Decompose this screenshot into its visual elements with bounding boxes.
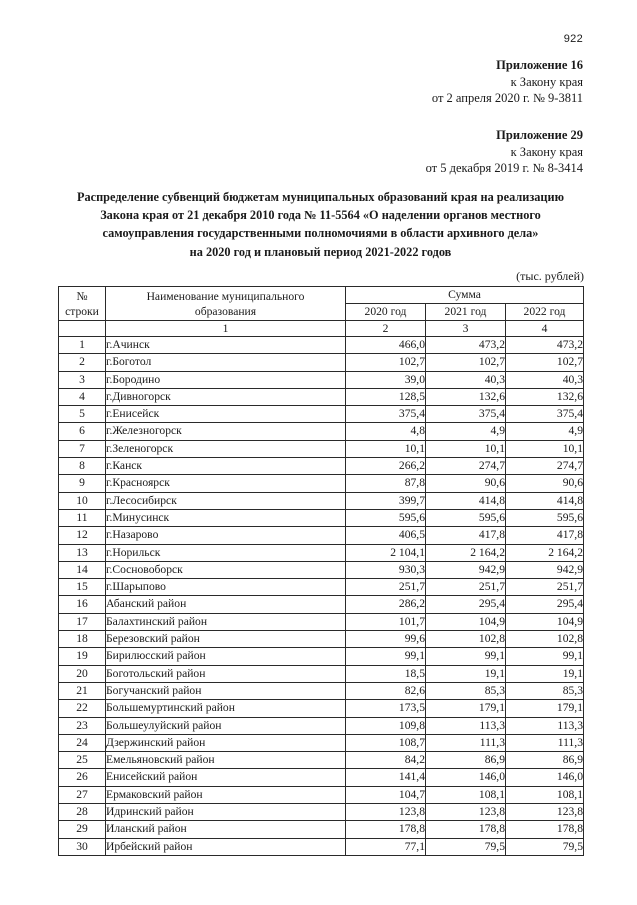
amount-2022: 104,9 (506, 613, 584, 630)
municipality-name: Березовский район (106, 631, 346, 648)
table-row (59, 804, 584, 821)
municipality-name: Богучанский район (106, 682, 346, 699)
amount-2022: 251,7 (506, 579, 584, 596)
amount-2021: 2 164,2 (426, 544, 506, 561)
amount-2021: 123,8 (426, 804, 506, 821)
row-number: 12 (59, 527, 106, 544)
column-index-1: 1 (106, 321, 346, 337)
municipality-name: г.Ачинск (106, 337, 346, 354)
table-row (59, 752, 584, 769)
table-row (59, 371, 584, 388)
amount-2022: 102,7 (506, 354, 584, 371)
table-row (59, 423, 584, 440)
table-row (59, 631, 584, 648)
appendix-first-title: Приложение 16 (496, 58, 583, 72)
amount-2020: 406,5 (346, 527, 426, 544)
municipality-name: Балахтинский район (106, 613, 346, 630)
amount-2021: 417,8 (426, 527, 506, 544)
amount-2022: 90,6 (506, 475, 584, 492)
table-row (59, 440, 584, 457)
amount-2021: 111,3 (426, 734, 506, 751)
amount-2022: 102,8 (506, 631, 584, 648)
row-number: 1 (59, 337, 106, 354)
row-number: 5 (59, 406, 106, 423)
amount-2020: 595,6 (346, 509, 426, 526)
table-row (59, 492, 584, 509)
municipality-name: Идринский район (106, 804, 346, 821)
appendix-second-title: Приложение 29 (496, 128, 583, 142)
table-row (59, 406, 584, 423)
amount-2021: 113,3 (426, 717, 506, 734)
row-number: 19 (59, 648, 106, 665)
row-number: 16 (59, 596, 106, 613)
table-head (59, 287, 584, 337)
column-index-2: 2 (346, 321, 426, 337)
table-row (59, 682, 584, 699)
municipality-name: Бирилюсский район (106, 648, 346, 665)
row-number: 26 (59, 769, 106, 786)
amount-2020: 266,2 (346, 458, 426, 475)
amount-2020: 286,2 (346, 596, 426, 613)
table-header-row-main (59, 287, 584, 304)
table-row (59, 769, 584, 786)
column-header-municipality (106, 287, 346, 321)
row-number: 10 (59, 492, 106, 509)
amount-2020: 99,1 (346, 648, 426, 665)
table-row (59, 475, 584, 492)
amount-2021: 40,3 (426, 371, 506, 388)
amount-2022: 414,8 (506, 492, 584, 509)
amount-2020: 178,8 (346, 821, 426, 838)
amount-2022: 2 164,2 (506, 544, 584, 561)
table-row (59, 579, 584, 596)
amount-2021: 104,9 (426, 613, 506, 630)
row-number: 3 (59, 371, 106, 388)
page-number: 922 (563, 33, 583, 45)
amount-2022: 111,3 (506, 734, 584, 751)
table-row (59, 821, 584, 838)
amount-2020: 84,2 (346, 752, 426, 769)
amount-2022: 146,0 (506, 769, 584, 786)
amount-2021: 108,1 (426, 786, 506, 803)
table-row (59, 665, 584, 682)
amount-2022: 595,6 (506, 509, 584, 526)
table-row (59, 337, 584, 354)
column-header-sum: Сумма (346, 287, 584, 304)
amount-2022: 178,8 (506, 821, 584, 838)
table-header-row-numbering (59, 321, 584, 337)
table-body (59, 337, 584, 856)
municipality-name: Абанский район (106, 596, 346, 613)
amount-2022: 274,7 (506, 458, 584, 475)
row-number: 2 (59, 354, 106, 371)
row-number: 28 (59, 804, 106, 821)
column-header-year-2022: 2022 год (506, 304, 584, 321)
municipality-name: Боготольский район (106, 665, 346, 682)
appendix-first-date-line: от 2 апреля 2020 г. № 9-3811 (431, 91, 583, 105)
municipality-name: г.Назарово (106, 527, 346, 544)
amount-2021: 414,8 (426, 492, 506, 509)
amount-2021: 132,6 (426, 388, 506, 405)
amount-2021: 4,9 (426, 423, 506, 440)
amount-2021: 19,1 (426, 665, 506, 682)
appendix-second-date-line: от 5 декабря 2019 г. № 8-3414 (425, 161, 583, 175)
amount-2022: 40,3 (506, 371, 584, 388)
municipality-name: г.Железногорск (106, 423, 346, 440)
amount-2020: 108,7 (346, 734, 426, 751)
column-header-row-number (59, 287, 106, 321)
table-row (59, 458, 584, 475)
amount-2020: 123,8 (346, 804, 426, 821)
table-row (59, 527, 584, 544)
amount-2021: 274,7 (426, 458, 506, 475)
amount-2021: 79,5 (426, 838, 506, 855)
units-note: (тыс. рублей) (516, 269, 584, 283)
municipality-name: г.Норильск (106, 544, 346, 561)
row-number: 22 (59, 700, 106, 717)
row-number: 6 (59, 423, 106, 440)
page-title-line-1: Распределение субвенций бюджетам муниципальных образований края на реализацию (76, 190, 565, 204)
row-number: 4 (59, 388, 106, 405)
amount-2021: 90,6 (426, 475, 506, 492)
table-row (59, 838, 584, 855)
amount-2022: 295,4 (506, 596, 584, 613)
municipality-name: г.Красноярск (106, 475, 346, 492)
table-row (59, 717, 584, 734)
municipality-name: г.Минусинск (106, 509, 346, 526)
amount-2022: 113,3 (506, 717, 584, 734)
municipality-name: г.Канск (106, 458, 346, 475)
appendix-second-law-line: к Закону края (510, 144, 583, 159)
amount-2021: 85,3 (426, 682, 506, 699)
amount-2020: 39,0 (346, 371, 426, 388)
amount-2021: 102,8 (426, 631, 506, 648)
row-number: 7 (59, 440, 106, 457)
row-number: 18 (59, 631, 106, 648)
distribution-table (58, 286, 584, 856)
amount-2021: 146,0 (426, 769, 506, 786)
row-number: 15 (59, 579, 106, 596)
column-index-3: 3 (426, 321, 506, 337)
table-row (59, 509, 584, 526)
municipality-name: Иланский район (106, 821, 346, 838)
row-number: 8 (59, 458, 106, 475)
amount-2021: 942,9 (426, 561, 506, 578)
row-number: 29 (59, 821, 106, 838)
municipality-name: г.Шарыпово (106, 579, 346, 596)
municipality-name: Большемуртинский район (106, 700, 346, 717)
amount-2020: 77,1 (346, 838, 426, 855)
amount-2020: 375,4 (346, 406, 426, 423)
page-title (48, 188, 593, 261)
municipality-name: Дзержинский район (106, 734, 346, 751)
amount-2021: 295,4 (426, 596, 506, 613)
municipality-name: г.Бородино (106, 371, 346, 388)
amount-2021: 179,1 (426, 700, 506, 717)
table-row (59, 596, 584, 613)
amount-2022: 79,5 (506, 838, 584, 855)
municipality-name: г.Енисейск (106, 406, 346, 423)
row-number: 21 (59, 682, 106, 699)
amount-2020: 141,4 (346, 769, 426, 786)
amount-2022: 473,2 (506, 337, 584, 354)
amount-2020: 18,5 (346, 665, 426, 682)
municipality-name: г.Дивногорск (106, 388, 346, 405)
appendix-first-law-line: к Закону края (510, 74, 583, 89)
column-header-year-2021: 2021 год (426, 304, 506, 321)
row-number: 25 (59, 752, 106, 769)
page-title-line-2: Закона края от 21 декабря 2010 года № 11-5564 «О наделении органов местного (100, 208, 541, 223)
row-number: 20 (59, 665, 106, 682)
distribution-table-wrapper (58, 286, 584, 856)
amount-2022: 86,9 (506, 752, 584, 769)
row-number: 30 (59, 838, 106, 855)
municipality-name: г.Лесосибирск (106, 492, 346, 509)
row-number: 23 (59, 717, 106, 734)
table-row (59, 734, 584, 751)
amount-2022: 108,1 (506, 786, 584, 803)
municipality-name: Емельяновский район (106, 752, 346, 769)
municipality-name: г.Боготол (106, 354, 346, 371)
table-row (59, 388, 584, 405)
amount-2021: 86,9 (426, 752, 506, 769)
table-row (59, 700, 584, 717)
amount-2022: 99,1 (506, 648, 584, 665)
row-number: 17 (59, 613, 106, 630)
amount-2022: 85,3 (506, 682, 584, 699)
amount-2020: 251,7 (346, 579, 426, 596)
amount-2022: 4,9 (506, 423, 584, 440)
appendix-reference-first (0, 57, 583, 107)
column-header-municipality-line2: образования (194, 304, 257, 318)
amount-2020: 104,7 (346, 786, 426, 803)
amount-2021: 102,7 (426, 354, 506, 371)
column-header-municipality-line1: Наименование муниципального (146, 289, 305, 303)
amount-2022: 942,9 (506, 561, 584, 578)
row-number: 24 (59, 734, 106, 751)
amount-2020: 173,5 (346, 700, 426, 717)
amount-2020: 99,6 (346, 631, 426, 648)
table-row (59, 354, 584, 371)
appendix-reference-second (0, 127, 583, 177)
table-row (59, 613, 584, 630)
column-index-0 (59, 321, 106, 337)
amount-2020: 101,7 (346, 613, 426, 630)
column-index-4: 4 (506, 321, 584, 337)
page-title-line-4: на 2020 год и плановый период 2021-2022 годов (189, 244, 452, 259)
amount-2020: 109,8 (346, 717, 426, 734)
municipality-name: г.Зеленогорск (106, 440, 346, 457)
amount-2022: 19,1 (506, 665, 584, 682)
amount-2020: 82,6 (346, 682, 426, 699)
column-header-row-number-line1: № (76, 289, 88, 303)
column-header-row-number-line2: строки (65, 304, 99, 318)
amount-2022: 10,1 (506, 440, 584, 457)
column-header-year-2020: 2020 год (346, 304, 426, 321)
amount-2020: 2 104,1 (346, 544, 426, 561)
amount-2021: 595,6 (426, 509, 506, 526)
municipality-name: Енисейский район (106, 769, 346, 786)
row-number: 13 (59, 544, 106, 561)
amount-2020: 102,7 (346, 354, 426, 371)
municipality-name: Ирбейский район (106, 838, 346, 855)
amount-2022: 417,8 (506, 527, 584, 544)
row-number: 14 (59, 561, 106, 578)
table-row (59, 786, 584, 803)
amount-2022: 179,1 (506, 700, 584, 717)
amount-2022: 132,6 (506, 388, 584, 405)
municipality-name: Ермаковский район (106, 786, 346, 803)
amount-2021: 10,1 (426, 440, 506, 457)
row-number: 27 (59, 786, 106, 803)
amount-2020: 87,8 (346, 475, 426, 492)
table-row (59, 561, 584, 578)
amount-2020: 4,8 (346, 423, 426, 440)
page-title-line-3: самоуправления государственными полномочиями в области архивного дела» (102, 226, 539, 241)
amount-2022: 375,4 (506, 406, 584, 423)
amount-2021: 99,1 (426, 648, 506, 665)
amount-2022: 123,8 (506, 804, 584, 821)
amount-2020: 128,5 (346, 388, 426, 405)
municipality-name: Большеулуйский район (106, 717, 346, 734)
amount-2021: 178,8 (426, 821, 506, 838)
amount-2020: 399,7 (346, 492, 426, 509)
amount-2021: 251,7 (426, 579, 506, 596)
row-number: 9 (59, 475, 106, 492)
amount-2021: 473,2 (426, 337, 506, 354)
amount-2020: 930,3 (346, 561, 426, 578)
municipality-name: г.Сосновоборск (106, 561, 346, 578)
row-number: 11 (59, 509, 106, 526)
amount-2021: 375,4 (426, 406, 506, 423)
table-row (59, 648, 584, 665)
table-row (59, 544, 584, 561)
amount-2020: 10,1 (346, 440, 426, 457)
amount-2020: 466,0 (346, 337, 426, 354)
